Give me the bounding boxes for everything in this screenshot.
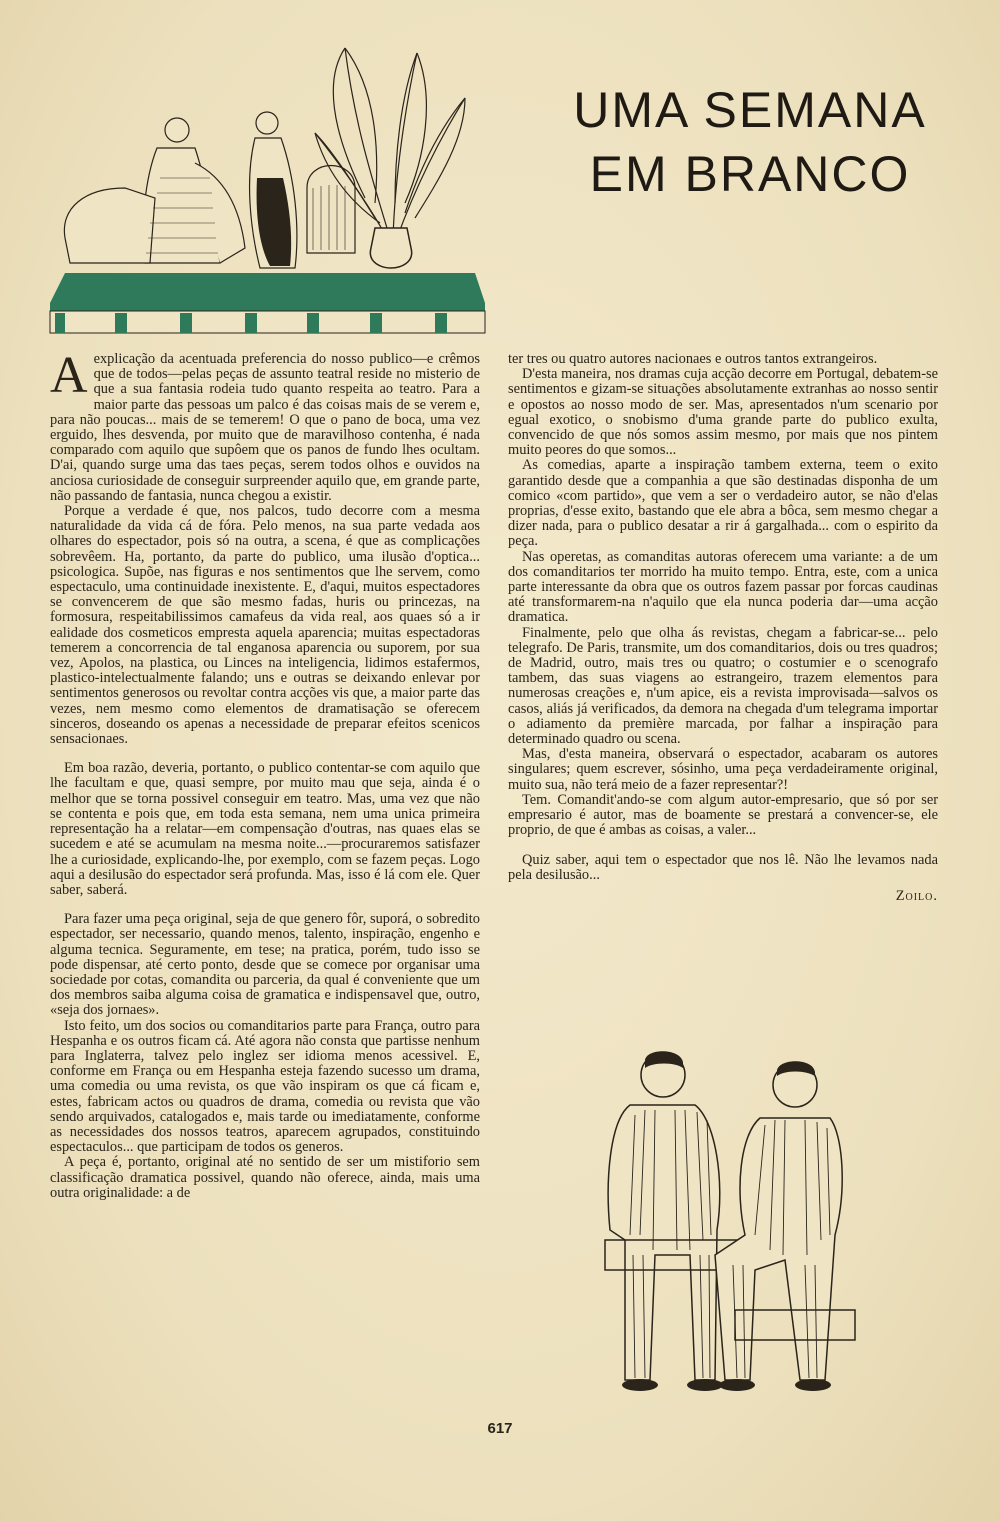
paragraph: Em boa razão, deveria, portanto, o publico contentar-se com aquilo que lhe facultam e que, quasi sempre, por muito mau que seja, ainda é o melhor que se torna possivel conseguir em teatro. Mas, uma vez que não se contenta e pois que, em toda esta semana, nem uma unica primeira representação ha a relatar—em compensação d'outras, nas quaes elas se sucedem e até se acumulam na mesma noite...—procuraremos satisfazer lhe a curiosidade, explicando-lhe, por exemplo, com se fazem peças. Logo aqui a desilusão do espectador será profunda. Mas, isso é lá com ele. Quer saber, saberá. [50, 760, 480, 898]
paragraph: As comedias, aparte a inspiração tambem externa, teem o exito garantido desde que a companhia a que são destinadas disponha de um comico «com partido», que vem a ser o verdadeiro autor, se não d'elas proprias, d'esse exito, bastando que ele abra a bôca, sem mesmo chegar a dizer nada, para o publico desatar a rir á gargalhada... com o espirito da peça. [508, 457, 938, 550]
signature: Zoilo. [895, 887, 938, 904]
paragraph: Mas, d'esta maneira, observará o espectador, acabaram os autores singulares; quem escrever, sósinho, uma peça verdadeiramente original, muito sua, não terá meio de a fazer representar?! [508, 746, 938, 793]
theatre-illustration [45, 38, 490, 338]
title-line-2: EM BRANCO [589, 146, 911, 202]
paragraph: D'esta maneira, nos dramas cuja acção decorre em Portugal, debatem-se sentimentos e gizam-se situações absolutamente extranhas ao nosso sentir e opostos ao nosso modo de ser. Mas, apresentados n'um scenario por egual exotico, o snobismo d'uma grande parte do publico exulta, convencido de que nós somos assim mesmo, por mais que nos pintem muito peores do que somos... [508, 366, 938, 459]
paragraph: Porque a verdade é que, nos palcos, tudo decorre com a mesma naturalidade da vida cá de fóra. Pelo menos, na sua parte vedada aos olhares do espectador, pois só na outra, a scena, é que as complicações sobrevêem. Ha, portanto, da parte do publico, uma ilusão d'optica... psicologica. Supõe, nas figuras e nos sentimentos que lhe servem, como espectaculo, uma continuidade inexistente. E, d'aqui, muitos espectadores se convencerem de que são mesmo fadas, huris ou princezas, na formosura, respeitabilissimos camafeus da vida real, aos quaes só a ir ealidade dos cosmeticos empresta aquela aparencia; muitas espectadoras temerem a concorrencia de tal enganosa aparencia ou suporem, por sua vez, Apolos, na plastica, ou Linces na inteligencia, lidimos estafermos, plastico-intelectualmente falando; uns e outras se deixando enlevar por sentimentos generosos ou revoltar contra acções vis que, a maior parte das vezes, nem mesmo como elementos de dramatisação se oferecem sinceros, doseando os apenas a necessidade de preparar efeitos scenicos sensacionaes. [50, 503, 480, 748]
paragraph: Tem. Comandit'ando-se com algum autor-empresario, que só por ser empresario é autor, mas de boamente se prestará a convencer-se, ele proprio, de que é ambas as coisas, a valer... [508, 791, 938, 839]
seated-men-illustration [585, 1040, 875, 1400]
page-number: 617 [487, 1420, 513, 1437]
paragraph: Isto feito, um dos socios ou comanditarios parte para França, outro para Hespanha e os outros ficam cá. Até agora não consta que partisse nenhum para Inglaterra, talvez pelo inglez ser idioma menos acessivel. E, conforme em França ou em Hespanha esteja fazendo sucesso um drama, uma comedia ou uma revista, os que vão inspiram os que cá ficam e, estes, fabricam actos ou quadros de drama, comedia ou revista que vão sendo arquivados, catalogados e, mais tarde ou imediatamente, conforme as necessidades dos nossos teatros, aparecem agrupados, constituindo espectaculos... que participam de todos os generos. [50, 1017, 480, 1156]
article-title [540, 78, 960, 206]
paragraph: Finalmente, pelo que olha ás revistas, chegam a fabricar-se... pelo telegrafo. De Paris, transmite, um dos comanditarios, dois ou tres quadros; de Madrid, outro, mais tres ou quatro; o costumier e o scenografo tambem, das suas viagens ao estrangeiro, trazem elementos para numerosas creações e, n'um apice, eis a revista improvisada—salvos os casos, aliás já verificados, da demora na chegada d'um telegrama importar o adiamento da première marcada, por falhar a inspiração para determinado quadro ou scena. [508, 624, 938, 748]
drop-cap: A [50, 347, 88, 404]
paragraph: A peça é, portanto, original até no sentido de ser um mistiforio sem classificação dramatica possivel, quando não oferece, ainda, mais uma outra originalidade: a de [50, 1154, 480, 1201]
paragraph: ter tres ou quatro autores nacionaes e outros tantos extrangeiros. [508, 351, 878, 367]
paragraph: Para fazer uma peça original, seja de que genero fôr, suporá, o sobredito espectador, ser necessario, quando menos, talento, inspiração, engenho e alguma tecnica. Seguramente, em tese; na pratica, porém, tudo isso se pode dispensar, até certo ponto, desde que se comece por organisar uma sociedade por cotas, comandita ou parceria, da qual é conveniente que um dos membros saiba alguma coisa de gramatica e indispensavel que, outro, «seja dos jornaes». [50, 911, 480, 1019]
left-column [50, 347, 480, 1201]
right-column [508, 352, 938, 904]
paragraph: Quiz saber, aqui tem o espectador que nos lê. Não lhe levamos nada pela desilusão... [508, 851, 938, 883]
title-line-1: UMA SEMANA [573, 82, 927, 138]
stage-top [50, 273, 485, 303]
paragraph: Nas operetas, as comanditas autoras oferecem uma variante: a de um dos comanditarios ter morrido ha muito tempo. Entra, este, com a unica parte interessante da obra que os outros fazem passar por forcas caudinas até transformarem-na n'aquilo que ela nunca poderia dar—uma acção dramatica. [508, 548, 938, 626]
paragraph: Aexplicação da acentuada preferencia do nosso publico—e crêmos que de todos—pelas peças de assunto teatral reside no misterio de que a sua fantasia rodeia tudo quanto respeita ao teatro. Para a maior parte das pessoas um palco é das coisas mais de se verem e, para não poucas... mais de se temerem! O que o pano de boca, uma vez erguido, lhes desvenda, por muito que de maravilhoso contenha, é nada comparado com aquilo que supôem que os panos de fundo lhes ocultam. D'ai, quando surge uma das taes peças, serem todos olhos e ouvidos na anciosa curiosidade de conseguir surpreender aquilo que, em grande parte, não passando de fantasia, nunca chegou a existir. [50, 347, 480, 504]
